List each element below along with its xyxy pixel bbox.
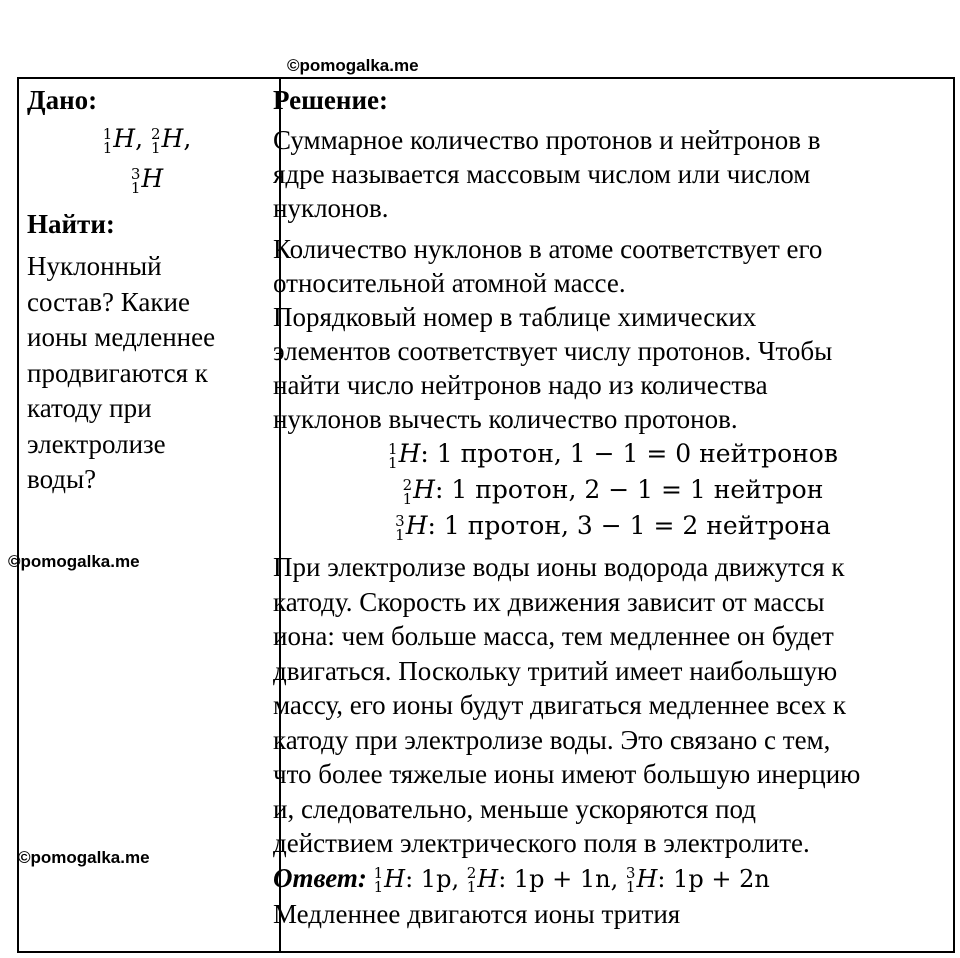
problem-table: [17, 77, 955, 953]
answer-formula: 1 1 H: 1p, 2 1 H: 1p + 1n, 3 1 H: 1p + 2n: [373, 864, 770, 896]
final-answer-text: Медленнее двигаются ионы трития: [273, 898, 681, 929]
solution-paragraph-1: Суммарное количество протонов и нейтронов в ядре называется массовым числом или числом нуклонов.: [273, 125, 821, 223]
given-isotopes-line1: [27, 121, 267, 157]
watermark: ©pomogalka.me: [18, 848, 150, 867]
find-text: Нуклонный состав? Какие ионы медленнее продвигаются к катоду при электролизе воды?: [27, 251, 216, 494]
isotope-notation: 3 1 H: [130, 164, 164, 197]
isotope-notation: 1 1 H,: [102, 124, 144, 157]
find-heading: Найти:: [27, 209, 115, 239]
equation-tritium: 3 1 H: 1 протон, 3 − 1 = 2 нейтрона: [395, 511, 831, 544]
solution-paragraph-3: При электролизе воды ионы водорода движутся к катоду. Скорость их движения зависит от массы иона: чем больше масса, тем медленнее он будет двигаться. Поскольку тритий имеет наибольшую массу, его ионы будут двигаться медленнее всех к катоду при электролизе воды. Это связано с тем, что более тяжелые ионы имеют большую инерцию и, следовательно, меньше ускоряются под действием электрического поля в электролите.: [273, 552, 861, 858]
given-heading: Дано:: [27, 85, 98, 115]
answer-label: Ответ:: [273, 862, 367, 893]
watermark: ©pomogalka.me: [287, 56, 419, 75]
equation-protium: 1 1 H: 1 протон, 1 − 1 = 0 нейтронов: [388, 439, 838, 472]
isotope-notation: 2 1 H,: [150, 124, 192, 157]
answer-line: [273, 861, 953, 897]
solution-paragraph-2: Количество нуклонов в атоме соответствует его относительной атомной массе. Порядковый номер в таблице химических элементов соответствует числу протонов. Чтобы найти число нейтронов надо из количества нуклонов вычесть количество протонов.: [273, 234, 833, 434]
neutron-equations: [273, 436, 953, 544]
equation-deuterium: 2 1 H: 1 протон, 2 − 1 = 1 нейтрон: [402, 475, 824, 508]
solution-heading: Решение:: [273, 85, 388, 115]
solution-column: [273, 79, 953, 931]
watermark: ©pomogalka.me: [8, 552, 140, 571]
given-column: [27, 79, 267, 498]
given-isotopes-line2: [27, 161, 267, 197]
